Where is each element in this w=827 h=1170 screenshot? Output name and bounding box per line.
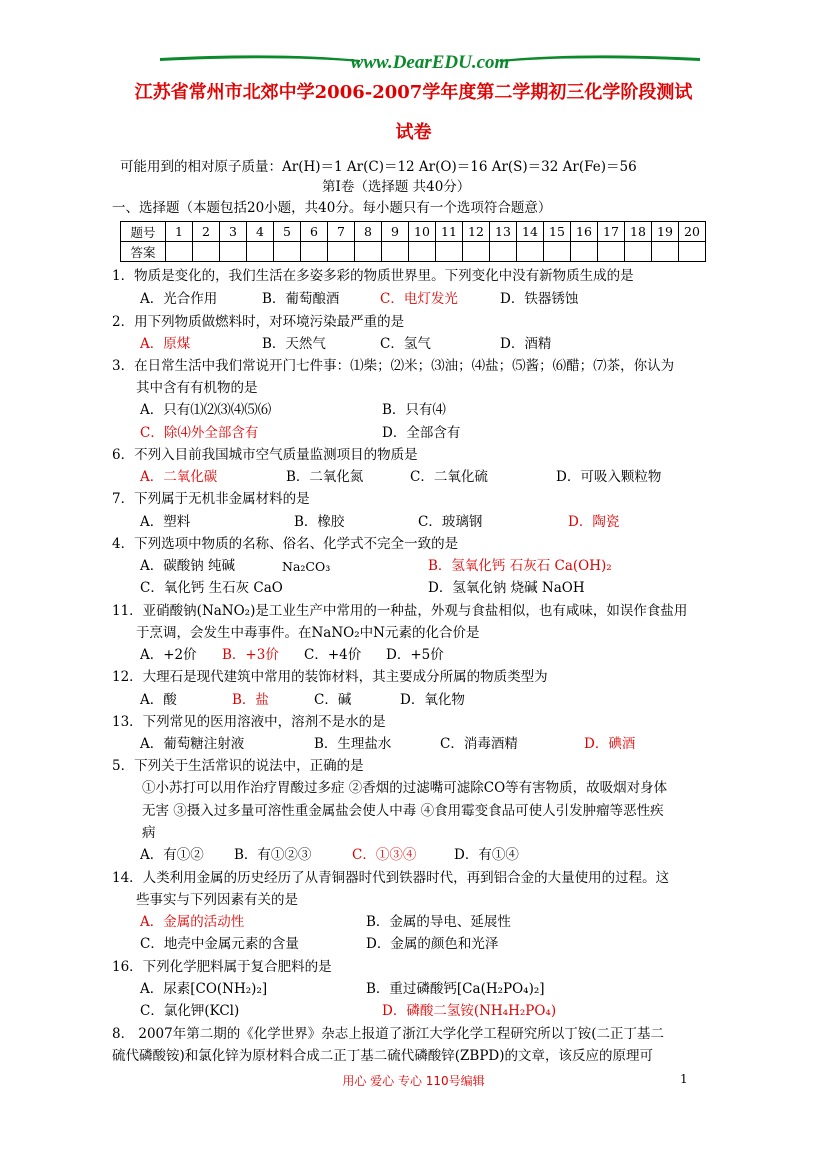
table-cell: 19 [652,222,679,242]
option-b: B．葡萄酿酒 [262,291,340,307]
option-a: A．塑料 [140,514,191,530]
option-c: C．+4价 [304,647,362,663]
statement-line: 病 [142,825,156,841]
answer-cell[interactable] [328,242,355,262]
page-title: 江苏省常州市北郊中学2006-2007学年度第二学期初三化学阶段测试 [134,82,693,103]
table-cell: 7 [328,222,355,242]
page-footer: 用心 爱心 专心 110号编辑 [342,1074,485,1088]
page-number: 1 [680,1072,688,1086]
option-d: D．酒精 [500,336,552,352]
question-stem-cont: 于烹调，会发生中毒事件。在NaNO₂中N元素的化合价是 [136,625,480,641]
question-stem: 12．大理石是现代建筑中常用的装饰材料，其主要成分所属的物质类型为 [112,669,548,685]
table-cell: 18 [625,222,652,242]
table-cell: 3 [220,222,247,242]
table-header-cell: 题号 [121,222,166,242]
option-a: A．只有⑴⑵⑶⑷⑸⑹ [140,402,272,418]
option-b-answer: B．+3价 [222,647,279,663]
site-logo [160,50,700,78]
table-cell: 5 [274,222,301,242]
option-d: D．金属的颜色和光泽 [366,936,499,952]
question-stem: 11．亚硝酸钠(NaNO₂)是工业生产中常用的一种盐，外观与食盐相似，也有咸味，如误作食盐用 [112,603,688,619]
logo-text: www.DearEDU.com [350,52,510,73]
answer-cell[interactable] [598,242,625,262]
option-a: A．葡萄糖注射液 [140,736,245,752]
answer-cell[interactable] [382,242,409,262]
question-stem: 2．用下列物质做燃料时，对环境污染最严重的是 [112,314,405,330]
question-stem: 13．下列常见的医用溶液中，溶剂不是水的是 [112,714,386,730]
question-stem-cont: 硫代磷酸铵)和氯化锌为原材料合成二正丁基二硫代磷酸锌(ZBPD)的文章，该反应的原理可 [112,1048,654,1064]
option-b: B．重过磷酸钙[Ca(H₂PO₄)₂] [366,981,545,997]
option-d: D．可吸入颗粒物 [556,469,662,485]
option-a: A．有①② [140,847,204,863]
option-c: C．碱 [314,692,352,708]
option-b: B．有①②③ [234,847,312,863]
option-d: D．全部含有 [382,425,461,441]
table-cell: 14 [517,222,544,242]
option-c-answer: C．除⑷外全部含有 [140,425,259,441]
statement-line: ①小苏打可以用作治疗胃酸过多症 ②香烟的过滤嘴可滤除CO等有害物质，故吸烟对身体 [142,780,668,796]
answer-cell[interactable] [625,242,652,262]
option-d: D．铁器锈蚀 [500,291,579,307]
option-c: C．消毒酒精 [440,736,518,752]
table-cell: 15 [544,222,571,242]
atomic-mass-note: 可能用到的相对原子质量：Ar(H)＝1 Ar(C)＝12 Ar(O)＝16 Ar(S)＝32 Ar(Fe)＝56 [120,159,637,175]
option-b: B．二氧化氮 [286,469,364,485]
option-a: A．光合作用 [140,291,218,307]
option-c: C．玻璃钢 [418,514,483,530]
volume-title: 第Ⅰ卷（选择题 共40分） [322,179,471,195]
answer-cell[interactable] [544,242,571,262]
option-d-answer: D．陶瓷 [568,514,620,530]
table-cell: 1 [166,222,193,242]
option-a-answer: A．原煤 [140,336,191,352]
option-c: C．地壳中金属元素的含量 [140,936,299,952]
question-stem-cont: 些事实与下列因素有关的是 [136,892,298,908]
option-a: A．尿素[CO(NH₂)₂] [140,981,268,997]
option-d-answer: D．碘酒 [584,736,636,752]
table-row [121,242,706,262]
answer-cell[interactable] [652,242,679,262]
option-c: C．二氧化硫 [410,469,488,485]
question-stem: 8． 2007年第二期的《化学世界》杂志上报道了浙江大学化学工程研究所以丁铵(二正丁基二 [112,1026,665,1042]
option-a-answer: A．二氧化碳 [140,469,218,485]
option-a: A．酸 [140,692,177,708]
question-stem: 5．下列关于生活常识的说法中，正确的是 [112,758,364,774]
option-d-answer: D．磷酸二氢铵(NH₄H₂PO₄) [382,1003,557,1019]
option-d: D．+5价 [386,647,444,663]
option-b-answer: B．盐 [232,692,269,708]
question-stem: 6．不列入目前我国城市空气质量监测项目的物质是 [112,447,418,463]
table-cell: 12 [463,222,490,242]
option-a-answer: A．金属的活动性 [140,914,245,930]
option-a: A．+2价 [140,647,197,663]
answer-cell[interactable] [193,242,220,262]
answer-cell[interactable] [220,242,247,262]
answer-cell[interactable] [409,242,436,262]
section-title: 一、选择题（本题包括20小题，共40分。每小题只有一个选项符合题意） [112,200,552,216]
option-d: D．氢氧化钠 烧碱 NaOH [428,580,585,596]
option-b: B．天然气 [262,336,326,352]
answer-cell[interactable] [571,242,598,262]
option-a-formula: Na₂CO₃ [282,559,331,574]
answer-cell[interactable] [517,242,544,262]
question-stem: 7．下列属于无机非金属材料的是 [112,491,310,507]
option-b-answer: B．氢氧化钙 石灰石 Ca(OH)₂ [428,558,612,574]
answer-table [120,221,706,262]
question-stem-cont: 其中含有有机物的是 [136,380,258,396]
question-stem: 16．下列化学肥料属于复合肥料的是 [112,959,332,975]
option-b: B．生理盐水 [314,736,392,752]
option-c: C．氯化钾(KCl) [140,1003,240,1019]
table-cell: 8 [355,222,382,242]
option-d: D．有①④ [454,847,519,863]
table-cell: 6 [301,222,328,242]
answer-cell[interactable] [463,242,490,262]
option-c: C．氧化钙 生石灰 CaO [140,580,283,596]
option-c: C．氢气 [380,336,431,352]
option-b: B．只有⑷ [382,402,446,418]
question-stem: 3．在日常生活中我们常说开门七件事：⑴柴；⑵米；⑶油；⑷盐；⑸酱；⑹醋；⑺茶，你认为 [112,358,675,374]
table-cell: 2 [193,222,220,242]
question-stem: 1．物质是变化的，我们生活在多姿多彩的物质世界里。下列变化中没有新物质生成的是 [112,268,634,284]
answer-cell[interactable] [247,242,274,262]
answer-cell[interactable] [355,242,382,262]
table-row [121,222,706,242]
table-cell: 11 [436,222,463,242]
table-cell: 13 [490,222,517,242]
table-cell: 4 [247,222,274,242]
answer-cell[interactable] [679,242,706,262]
option-b: B．橡胶 [294,514,345,530]
answer-cell[interactable] [490,242,517,262]
answer-cell[interactable] [274,242,301,262]
answer-cell[interactable] [301,242,328,262]
table-cell: 16 [571,222,598,242]
answer-cell[interactable] [436,242,463,262]
table-header-cell: 答案 [121,242,166,262]
option-d: D．氧化物 [400,692,465,708]
page-title-cont: 试卷 [395,122,432,143]
option-c-answer: C．电灯发光 [380,291,458,307]
option-a: A．碳酸钠 纯碱 [140,558,236,574]
question-stem: 4．下列选项中物质的名称、俗名、化学式不完全一致的是 [112,536,459,552]
statement-line: 无害 ③摄入过多量可溶性重金属盐会使人中毒 ④食用霉变食品可使人引发肿瘤等恶性疾 [142,803,664,819]
option-b: B．金属的导电、延展性 [366,914,511,930]
table-cell: 17 [598,222,625,242]
question-stem: 14．人类利用金属的历史经历了从青铜器时代到铁器时代，再到铝合金的大量使用的过程。这 [112,870,670,886]
option-c-answer: C．①③④ [352,847,417,863]
table-cell: 20 [679,222,706,242]
table-cell: 10 [409,222,436,242]
answer-cell[interactable] [166,242,193,262]
table-cell: 9 [382,222,409,242]
